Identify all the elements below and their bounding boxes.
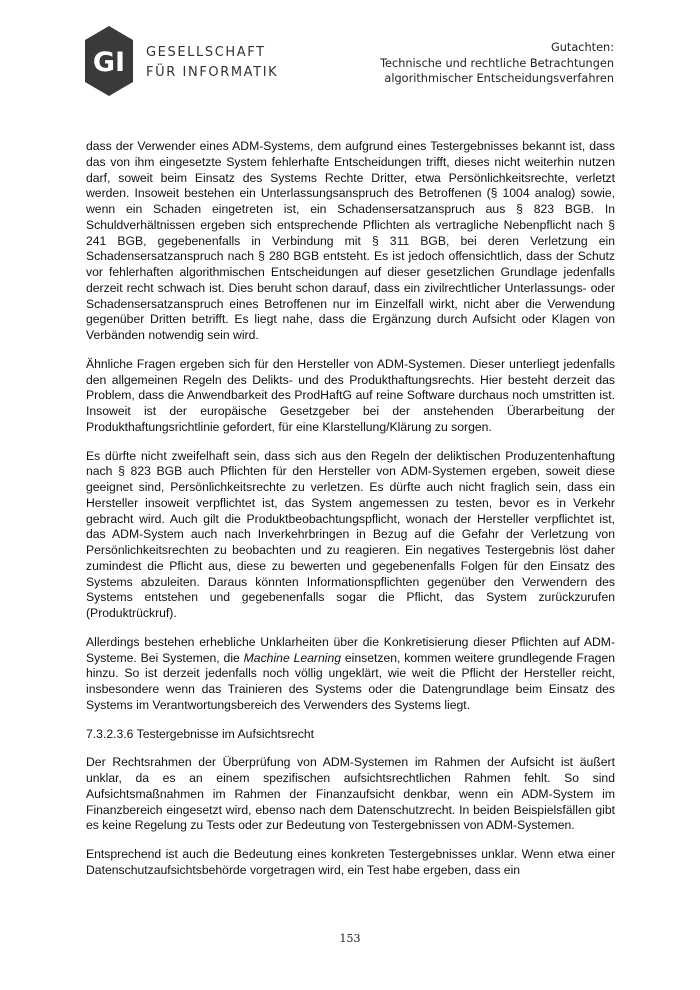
gi-logo-text: GI bbox=[92, 47, 126, 78]
paragraph-4 bbox=[86, 635, 615, 714]
gi-logo bbox=[83, 24, 135, 98]
document-title bbox=[380, 40, 614, 87]
paragraph-2: Ähnliche Fragen ergeben sich für den Hersteller von ADM-Systemen. Dieser unterliegt jedenfalls den allgemeinen Regeln des Delikts- und des Produkthaftungsrechts. Hier besteht derzeit das Problem, dass die Anwendbarkeit des ProdHaftG auf reine Software durchaus noch umstritten ist. Insoweit ist der europäische Gesetzgeber bei der anstehenden Überarbeitung der Produkthaftungsrichtlinie gefordert, für eine Klarstellung/Klärung zu sorgen. bbox=[86, 356, 615, 434]
machine-learning-term: Machine Learning bbox=[243, 650, 342, 665]
paragraph-6: Entsprechend ist auch die Bedeutung eines konkreten Testergebnisses unklar. Wenn etwa einer Datenschutzaufsichtsbehörde vorgetragen wird, ein Test habe ergeben, dass ein bbox=[86, 847, 615, 877]
document-title-line3: algorithmischer Entscheidungsverfahren bbox=[384, 72, 614, 85]
organization-name bbox=[146, 43, 278, 83]
document-title-line1: Gutachten: bbox=[551, 41, 614, 54]
body-text bbox=[86, 139, 615, 892]
paragraph-5: Der Rechtsrahmen der Überprüfung von ADM-Systemen im Rahmen der Aufsicht ist äußert unklar, da es an einem spezifischen aufsichtsrechtlichen Rahmen fehlt. So sind Aufsichtsmaßnahmen im Rahmen der Finanzaufsicht denkbar, wenn ein ADM-System im Finanzbereich eingesetzt wird, ebenso nach dem Datenschutzrecht. In beiden Beispielsfällen gibt es keine Regelung zu Tests oder zur Bedeutung von Testergebnissen von ADM-Systemen. bbox=[86, 755, 615, 833]
paragraph-4-part-1: Allerdings bestehen erhebliche Unklarheiten über die Konkretisierung dieser Pflichten auf ADM-Systeme. Bei Systemen, die bbox=[86, 634, 615, 665]
section-heading: 7.3.2.3.6 Testergebnisse im Aufsichtsrecht bbox=[86, 726, 315, 741]
paragraph-3: Es dürfte nicht zweifelhaft sein, dass sich aus den Regeln der deliktischen Produzentenhaftung nach § 823 BGB auch Pflichten für den Hersteller von ADM-Systemen ergeben, soweit diese geeignet sind, Persönlichkeitsrechte zu verletzen. Es dürfte auch nicht fraglich sein, dass ein Hersteller insoweit verpflichtet ist, das System angemessen zu testen, bevor es in Verkehr gebracht wird. Auch gilt die Produktbeobachtungspflicht, wonach der Hersteller verpflichtet ist, das ADM-System auch nach Inverkehrbringen in Bezug auf die Gefahr der Verletzung von Persönlichkeitsrechten zu beobachten und zu reagieren. Ein negatives Testergebnis löst daher zumindest die Pflicht aus, diese zu bewerten und gegebenenfalls Folgen für den Einsatz des Systems abzuleiten. Daraus könnten Informationspflichten gegenüber den Verwendern des Systems entstehen und gegebenenfalls sogar die Pflicht, das System zurückzurufen (Produktrückruf). bbox=[86, 448, 615, 620]
paragraph-1: dass der Verwender eines ADM-Systems, dem aufgrund eines Testergebnisses bekannt ist, dass das von ihm eingesetzte System fehlerhafte Entscheidungen trifft, dieses nicht weiterhin nutzen darf, soweit beim Einsatz des Systems Rechte Dritter, etwa Persönlichkeitsrechte, verletzt werden. Insoweit bestehen ein Unterlassungsanspruch des Betroffenen (§ 1004 analog) sowie, wenn ein Schaden eingetreten ist, ein Schadensersatzanspruch aus § 823 BGB. In Schuldverhältnissen ergeben sich entsprechende Pflichten als vertragliche Nebenpflicht nach § 241 BGB, gegebenenfalls in Verbindung mit § 311 BGB, bei deren Verletzung ein Schadensersatzanspruch nach § 280 BGB entsteht. Es ist jedoch offensichtlich, dass der Schutz vor fehlerhaften algorithmischen Entscheidungen auf dieser gesetzlichen Grundlage jedenfalls derzeit recht schwach ist. Dies beruht schon darauf, dass ein zivilrechtlicher Unterlassungs- oder Schadensersatzanspruch eines Betroffenen nur im Einzelfall wirkt, nicht aber die Verwendung gegenüber Dritten betrifft. Es liegt nahe, dass die Ergänzung durch Aufsicht oder Klagen von Verbänden notwendig sein wird. bbox=[86, 139, 615, 342]
organization-name-line2: FÜR INFORMATIK bbox=[146, 65, 279, 80]
paragraph-4-part-2: einsetzen, kommen weitere grundlegende Fragen hinzu. So ist derzeit jedenfalls noch völlig ungeklärt, wie weit die Pflicht der Hersteller reicht, insbesondere wenn das Trainieren des Systems oder die Datengrundlage beim Einsatz des Systems im Verantwortungsbereich des Verwenders des Systems liegt. bbox=[86, 650, 616, 712]
organization-name-line1: GESELLSCHAFT bbox=[146, 45, 266, 60]
page-number: 153 bbox=[339, 932, 361, 945]
page-header bbox=[0, 0, 700, 110]
document-title-line2: Technische und rechtliche Betrachtungen bbox=[380, 56, 614, 70]
